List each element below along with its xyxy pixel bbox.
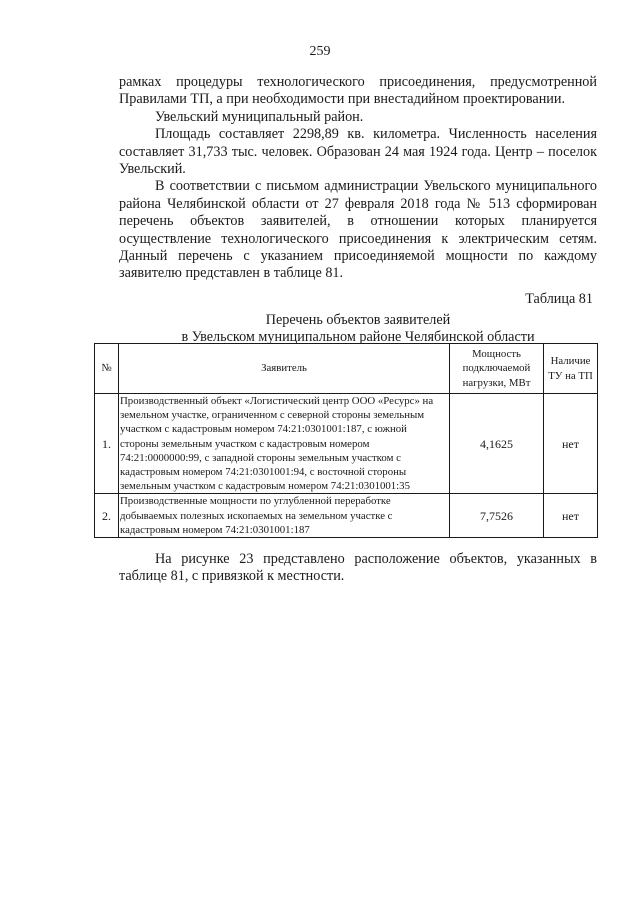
row-number: 1.	[95, 394, 119, 494]
row-tu: нет	[544, 494, 598, 538]
row-applicant: Производственный объект «Логистический центр ООО «Ресурс» на земельном участке, ограниченном с северной стороны земельным участком с кадастровым номером 74:21:0301001:187, с южной стороны земельным участком с кадастровым номером 74:21:0000000:99, с западной стороны земельным участком с кадастровым номером 74:21:0301001:94, с восточной стороны земельным участком с кадастровым номером 74:21:0301001:35	[119, 394, 450, 494]
paragraph-figure-reference: На рисунке 23 представлено расположение объектов, указанных в таблице 81, с привязкой к местности.	[119, 551, 597, 585]
header-power: Мощность подключаемой нагрузки, МВт	[450, 344, 544, 394]
table-number: Таблица 81	[525, 291, 593, 307]
paragraph-continuation: рамках процедуры технологического присоединения, предусмотренной Правилами ТП, а при необходимости при внестадийном проектировании.	[119, 74, 597, 108]
body-text	[119, 74, 597, 283]
applicants-table	[94, 343, 598, 538]
row-tu: нет	[544, 394, 598, 494]
page-number: 259	[309, 44, 331, 59]
table-title-line-2: в Увельском муниципальном районе Челябинской области	[181, 329, 535, 345]
header-applicant: Заявитель	[119, 344, 450, 394]
table-header-row	[95, 344, 598, 394]
row-applicant: Производственные мощности по углубленной переработке добываемых полезных ископаемых на земельном участке с кадастровым номером 74:21:0301001:187	[119, 494, 450, 538]
paragraph-district-name: Увельский муниципальный район.	[155, 108, 364, 125]
table-title-line-1: Перечень объектов заявителей	[265, 312, 451, 328]
row-power: 7,7526	[450, 494, 544, 538]
header-number: №	[95, 344, 119, 394]
paragraph-letter-reference: В соответствии с письмом администрации Увельского муниципального района Челябинской области от 27 февраля 2018 года № 513 сформирован перечень объектов заявителей, в отношении которых планируется осуществление технологического присоединения к электрическим сетям. Данный перечень с указанием присоединяемой мощности по каждому заявителю представлен в таблице 81.	[119, 178, 597, 282]
header-tu: Наличие ТУ на ТП	[544, 344, 598, 394]
table-row	[95, 494, 598, 538]
table-row	[95, 394, 598, 494]
row-number: 2.	[95, 494, 119, 538]
paragraph-district-info: Площадь составляет 2298,89 кв. километра. Численность населения составляет 31,733 тыс. человек. Образован 24 мая 1924 года. Центр – поселок Увельский.	[119, 126, 597, 178]
row-power: 4,1625	[450, 394, 544, 494]
